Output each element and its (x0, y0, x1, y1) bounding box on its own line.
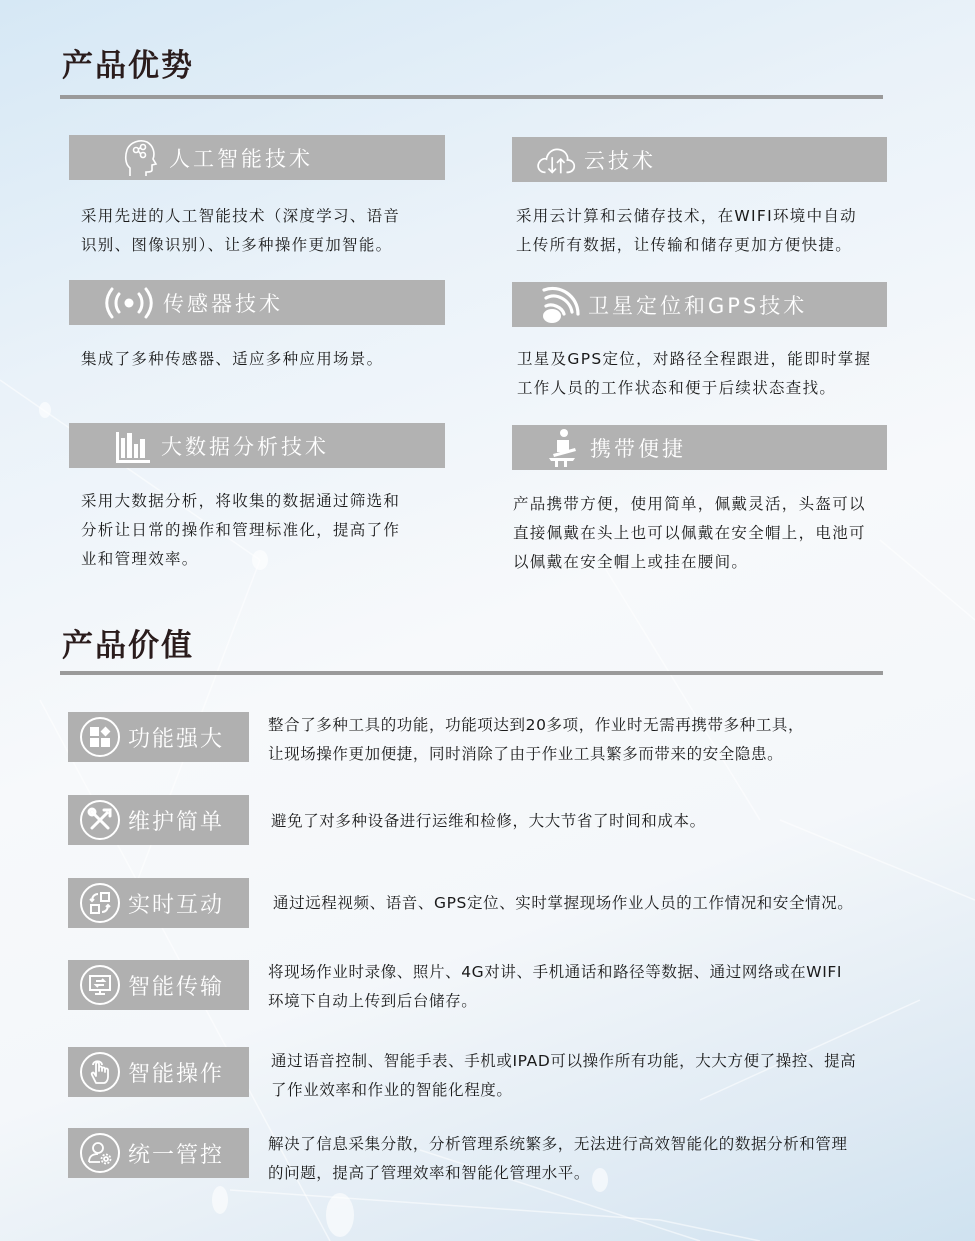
ai-head-icon (121, 138, 161, 178)
text-line: 解决了信息采集分散，分析管理系统繁多，无法进行高效智能化的数据分析和管理 (268, 1135, 848, 1153)
text-line: 产品携带方便，使用简单，佩戴灵活，头盔可以 (513, 495, 866, 513)
text-line: 整合了多种工具的功能，功能项达到20多项，作业时无需再携带多种工具， (268, 716, 805, 734)
text-line: 将现场作业时录像、照片、4G对讲、手机通话和路径等数据、通过网络或在WIFI (268, 963, 843, 981)
interaction-icon (80, 883, 120, 923)
value-desc-transfer (268, 958, 928, 1016)
user-settings-icon (80, 1133, 120, 1173)
value-desc-maintenance (271, 807, 931, 836)
value-label-control (68, 1128, 249, 1178)
advantages-title: 产品优势 (62, 48, 194, 84)
value-label-operation (68, 1047, 249, 1097)
text-line: 通过语音控制、智能手表、手机或IPAD可以操作所有功能，大大方便了操控、提高 (271, 1052, 857, 1070)
value-desc-powerful (268, 711, 928, 769)
touch-hand-icon (80, 1052, 120, 1092)
cloud-sync-icon (536, 140, 576, 180)
advantages-divider (60, 95, 883, 99)
advantage-label-text: 云技术 (584, 148, 656, 173)
text-line: 环境下自动上传到后台储存。 (268, 992, 478, 1010)
monitor-transfer-icon (80, 965, 120, 1005)
advantage-desc-portable (513, 490, 866, 577)
value-label-realtime (68, 878, 249, 928)
bar-chart-icon (113, 426, 153, 466)
text-line: 分析让日常的操作和管理标准化，提高了作 (81, 521, 401, 539)
advantage-label-text: 携带便捷 (590, 436, 686, 461)
value-desc-realtime (273, 889, 933, 918)
advantage-desc-gps (517, 345, 871, 403)
text-line: 卫星及GPS定位，对路径全程跟进，能即时掌握 (517, 350, 872, 368)
advantage-label-gps (512, 282, 887, 327)
sensor-signal-icon (103, 283, 155, 323)
advantage-label-sensor (69, 280, 445, 325)
text-line: 工作人员的工作状态和便于后续状态查找。 (517, 379, 837, 397)
satellite-icon (540, 285, 580, 325)
advantage-label-bigdata (69, 423, 445, 468)
advantage-desc-ai (81, 202, 400, 260)
text-line: 识别、图像识别）、让多种操作更加智能。 (81, 236, 393, 254)
text-line: 了作业效率和作业的智能化程度。 (271, 1081, 513, 1099)
advantage-label-text: 大数据分析技术 (161, 434, 329, 459)
advantage-label-ai (69, 135, 445, 180)
value-label-text: 维护简单 (128, 809, 225, 835)
value-label-text: 功能强大 (128, 726, 225, 752)
text-line: 避免了对多种设备进行运维和检修，大大节省了时间和成本。 (271, 812, 706, 830)
value-label-transfer (68, 960, 249, 1010)
advantage-label-cloud (512, 137, 887, 182)
text-line: 通过远程视频、语音、GPS定位、实时掌握现场作业人员的工作情况和安全情况。 (273, 894, 854, 912)
text-line: 采用大数据分析，将收集的数据通过筛选和 (81, 492, 401, 510)
text-line: 上传所有数据，让传输和储存更加方便快捷。 (516, 236, 853, 254)
portable-person-icon (542, 428, 582, 468)
value-label-text: 实时互动 (128, 892, 225, 918)
advantage-label-text: 传感器技术 (163, 291, 283, 316)
values-title: 产品价值 (62, 628, 194, 664)
value-desc-control (268, 1130, 928, 1188)
advantage-label-text: 人工智能技术 (169, 146, 313, 171)
text-line: 以佩戴在安全帽上或挂在腰间。 (513, 553, 749, 571)
value-label-text: 智能传输 (128, 974, 225, 1000)
advantage-label-portable (512, 425, 887, 470)
text-line: 采用先进的人工智能技术（深度学习、语音 (81, 207, 401, 225)
text-line: 业和管理效率。 (81, 550, 199, 568)
value-label-maintenance (68, 795, 249, 845)
advantage-desc-bigdata (81, 487, 400, 574)
text-line: 集成了多种传感器、适应多种应用场景。 (81, 350, 384, 368)
value-desc-operation (271, 1047, 931, 1105)
values-divider (60, 671, 883, 675)
value-label-powerful (68, 712, 249, 762)
advantage-label-text: 卫星定位和GPS技术 (588, 293, 808, 318)
value-label-text: 统一管控 (128, 1142, 225, 1168)
text-line: 的问题，提高了管理效率和智能化管理水平。 (268, 1164, 591, 1182)
text-line: 采用云计算和云储存技术，在WIFI环境中自动 (516, 207, 857, 225)
advantage-desc-cloud (516, 202, 857, 260)
text-line: 直接佩戴在头上也可以佩戴在安全帽上，电池可 (513, 524, 866, 542)
text-line: 让现场操作更加便捷，同时消除了由于作业工具繁多而带来的安全隐患。 (268, 745, 784, 763)
tools-icon (80, 800, 120, 840)
value-label-text: 智能操作 (128, 1061, 225, 1087)
advantage-desc-sensor (81, 345, 383, 374)
widgets-icon (80, 717, 120, 757)
